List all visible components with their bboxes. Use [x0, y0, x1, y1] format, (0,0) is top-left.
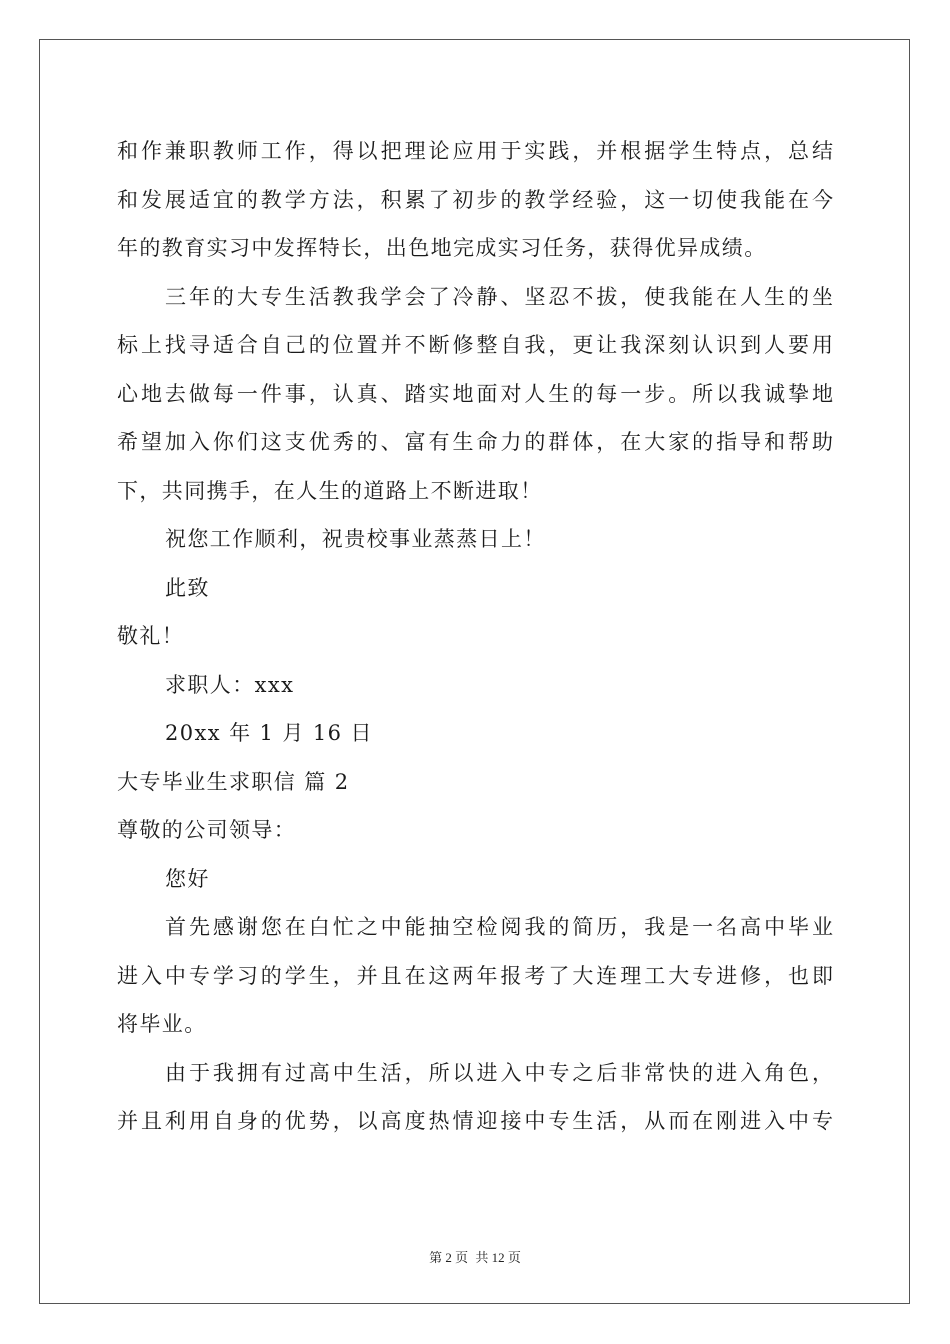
closing-wish: 祝您工作顺利，祝贵校事业蒸蒸日上！ — [165, 527, 546, 551]
text-line: 和发展适宜的教学方法，积累了初步的教学经验，这一切使我能在今 — [117, 187, 833, 212]
salutation-respect: 敬礼！ — [117, 624, 185, 648]
greeting-hello: 您好 — [165, 866, 210, 891]
text-line: 心地去做每一件事，认真、踏实地面对人生的每一步。所以我诚挚地 — [117, 381, 833, 406]
text-line: 并且利用自身的优势，以高度热情迎接中专生活，从而在刚进入中专 — [117, 1109, 833, 1133]
text-line: 进入中专学习的学生，并且在这两年报考了大连理工大专进修，也即 — [117, 963, 833, 988]
letter-greeting: 尊敬的公司领导： — [117, 818, 297, 842]
text-line: 下，共同携手，在人生的道路上不断进取！ — [117, 478, 543, 503]
paragraph-start-line: 三年的大专生活教我学会了冷静、坚忍不拔，使我能在人生的坐 — [165, 284, 833, 309]
paragraph-start-line: 首先感谢您在白忙之中能抽空检阅我的简历，我是一名高中毕业 — [165, 915, 833, 939]
page-total: 共 12 页 — [475, 1250, 521, 1265]
section-title: 大专毕业生求职信 篇 2 — [117, 769, 350, 794]
page-footer — [0, 1247, 950, 1266]
salutation-closing: 此致 — [165, 575, 210, 600]
applicant-signature: 求职人：xxx — [165, 672, 295, 697]
text-line: 标上找寻适合自己的位置并不断修整自我，更让我深刻认识到人要用 — [117, 333, 833, 357]
page-number: 第 2 页 — [429, 1250, 469, 1265]
text-line: 和作兼职教师工作，得以把理论应用于实践，并根据学生特点，总结 — [117, 139, 833, 163]
text-line: 希望加入你们这支优秀的、富有生命力的群体，在大家的指导和帮助 — [117, 430, 833, 454]
letter-date: 20xx 年 1 月 16 日 — [165, 721, 373, 745]
text-line: 将毕业。 — [117, 1012, 207, 1036]
text-line: 年的教育实习中发挥特长，出色地完成实习任务，获得优异成绩。 — [117, 236, 767, 260]
document-body — [117, 127, 833, 1146]
paragraph-start-line: 由于我拥有过高中生活，所以进入中专之后非常快的进入角色， — [165, 1060, 833, 1085]
